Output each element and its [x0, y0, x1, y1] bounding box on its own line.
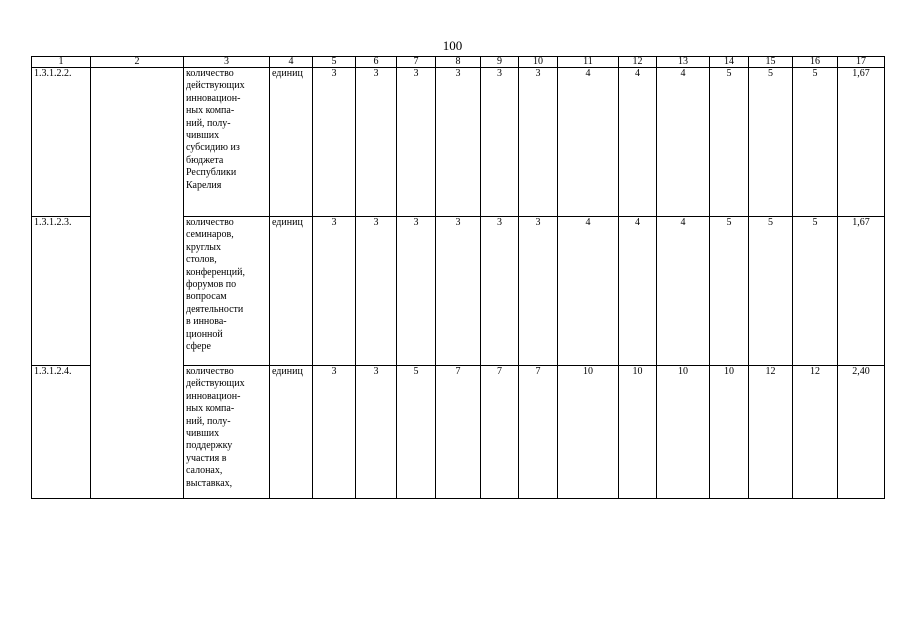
page-number: 100	[442, 38, 463, 53]
column-header: 4	[270, 57, 313, 68]
value-cell: 3	[313, 68, 356, 217]
value-cell: 3	[313, 217, 356, 366]
column-header: 12	[619, 57, 657, 68]
table-row	[32, 68, 885, 217]
column-header: 16	[793, 57, 838, 68]
value-cell: 10	[710, 366, 749, 499]
value-cell: 5	[749, 217, 793, 366]
value-cell: 4	[657, 68, 710, 217]
value-cell: 4	[558, 68, 619, 217]
value-cell: 3	[519, 217, 558, 366]
value-cell: 1,67	[838, 68, 885, 217]
value-cell: 3	[356, 217, 397, 366]
value-cell: 4	[619, 217, 657, 366]
indicator-description: количество действующих инновацион- ных компа- ний, полу- чивших поддержку участия в салонах, выставках,	[184, 366, 270, 499]
indicator-code: 1.3.1.2.2.	[32, 68, 91, 217]
indicator-unit: единиц	[270, 217, 313, 366]
column-header: 2	[91, 57, 184, 68]
value-cell: 12	[793, 366, 838, 499]
value-cell: 5	[710, 217, 749, 366]
indicator-description: количество действующих инновацион- ных компа- ний, полу- чивших субсидию из бюджета Республики Карелия	[184, 68, 270, 217]
merged-empty-cell	[91, 68, 184, 499]
indicator-unit: единиц	[270, 366, 313, 499]
value-cell: 12	[749, 366, 793, 499]
value-cell: 3	[356, 68, 397, 217]
column-header: 15	[749, 57, 793, 68]
column-header: 9	[481, 57, 519, 68]
value-cell: 5	[793, 217, 838, 366]
column-header: 7	[397, 57, 436, 68]
value-cell: 10	[657, 366, 710, 499]
column-header: 17	[838, 57, 885, 68]
value-cell: 7	[519, 366, 558, 499]
value-cell: 3	[313, 366, 356, 499]
value-cell: 3	[436, 217, 481, 366]
value-cell: 7	[436, 366, 481, 499]
value-cell: 5	[710, 68, 749, 217]
value-cell: 7	[481, 366, 519, 499]
value-cell: 5	[749, 68, 793, 217]
value-cell: 4	[657, 217, 710, 366]
column-header: 11	[558, 57, 619, 68]
indicator-code: 1.3.1.2.3.	[32, 217, 91, 366]
column-header: 3	[184, 57, 270, 68]
value-cell: 3	[397, 217, 436, 366]
indicator-description: количество семинаров, круглых столов, конференций, форумов по вопросам деятельности в иннова- ционной сфере	[184, 217, 270, 366]
column-header: 1	[32, 57, 91, 68]
indicator-table	[31, 56, 885, 499]
indicator-unit: единиц	[270, 68, 313, 217]
column-header: 13	[657, 57, 710, 68]
value-cell: 3	[356, 366, 397, 499]
header-row	[32, 57, 885, 68]
value-cell: 5	[397, 366, 436, 499]
value-cell: 5	[793, 68, 838, 217]
value-cell: 3	[481, 68, 519, 217]
value-cell: 4	[619, 68, 657, 217]
value-cell: 10	[558, 366, 619, 499]
column-header: 10	[519, 57, 558, 68]
column-header: 14	[710, 57, 749, 68]
value-cell: 1,67	[838, 217, 885, 366]
value-cell: 3	[519, 68, 558, 217]
value-cell: 2,40	[838, 366, 885, 499]
value-cell: 3	[397, 68, 436, 217]
column-header: 5	[313, 57, 356, 68]
column-header: 6	[356, 57, 397, 68]
value-cell: 4	[558, 217, 619, 366]
indicator-code: 1.3.1.2.4.	[32, 366, 91, 499]
value-cell: 3	[481, 217, 519, 366]
value-cell: 3	[436, 68, 481, 217]
value-cell: 10	[619, 366, 657, 499]
column-header: 8	[436, 57, 481, 68]
